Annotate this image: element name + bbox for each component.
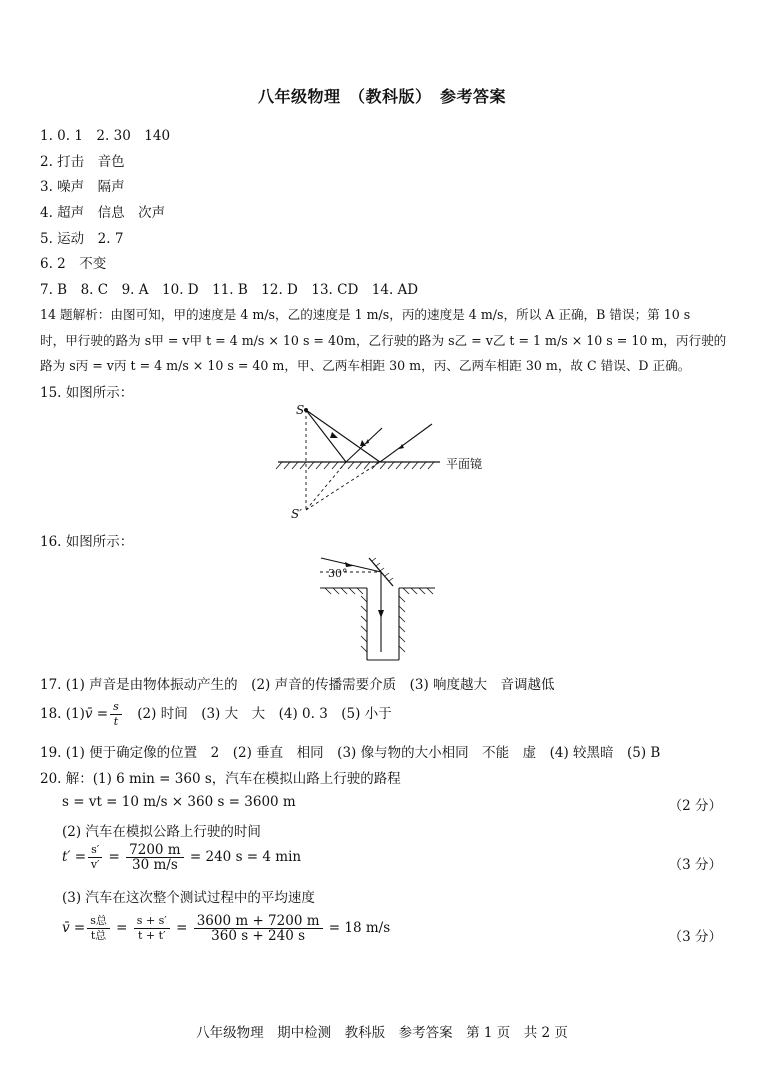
q20-eq2: t′ = $\frac{s'}{v'}$ = $\frac{7200 m}{30 m/s}$ = 240 s = 4 min <box>62 842 302 873</box>
eq2-rhs: = 240 s = 4 min <box>189 849 302 865</box>
answer-line-6: 6. 2 不变 <box>40 256 107 272</box>
answer-line-1: 1. 0. 1 2. 30 140 <box>40 128 171 144</box>
answer-line-4: 4. 超声 信息 次声 <box>40 205 166 221</box>
eq3-f3-den: 360 s + 240 s <box>211 928 306 944</box>
q20-part3: (3) 汽车在这次整个测试过程中的平均速度 <box>62 890 315 906</box>
q18-lhs: v̄ = <box>84 706 109 722</box>
q15-mirror-label: 平面镜 <box>446 457 483 471</box>
eq3-frac3 <box>194 914 323 943</box>
q20-eq1: s = vt = 10 m/s × 360 s = 3600 m <box>62 794 296 810</box>
answer-line-7: 7. B 8. C 9. A 10. D 11. B 12. D 13. CD 14. AD <box>40 282 419 298</box>
answer-line-3: 3. 噪声 隔声 <box>40 179 125 195</box>
eq3-f1-num: s总 <box>87 914 110 929</box>
q17-answer: 17. (1) 声音是由物体振动产生的 (2) 声音的传播需要介质 (3) 响度越大 音调越低 <box>40 677 555 693</box>
eq3-f2-num: s + s′ <box>134 914 170 929</box>
page-footer: 八年级物理 期中检测 教科版 参考答案 第 1 页 共 2 页 <box>196 1025 568 1041</box>
eq2-frac2 <box>126 843 183 872</box>
answer-line-5: 5. 运动 2. 7 <box>40 231 124 247</box>
eq3-frac1 <box>87 914 110 943</box>
eq3-f2-den: t + t′ <box>138 929 166 942</box>
eq2-f1-den: v′ <box>90 858 100 871</box>
q16-label: 16. 如图所示： <box>40 534 134 550</box>
q18-den: t <box>113 715 119 728</box>
q18-fraction <box>110 700 122 729</box>
q20-eq3: v̄ = $\frac{\text{s总}}{\text{t总}}$ = $\frac{s + s'}{t + t'}$ = $\frac{3600 m + 7200 m}{360 s + 240 s}$ = 18 m/s <box>62 913 391 944</box>
eq3-lhs: v̄ = <box>62 920 86 936</box>
q18-answer <box>40 700 392 729</box>
answer-line-2: 2. 打击 音色 <box>40 154 125 170</box>
page-title: 八年级物理 （教科版） 参考答案 <box>257 87 506 106</box>
eq3-f1-den: t总 <box>90 929 107 942</box>
q19-answer: 19. (1) 便于确定像的位置 2 (2) 垂直 相同 (3) 像与物的大小相同 不能 虚 (4) 较黑暗 (5) B <box>40 745 661 761</box>
q15-s-prime-label: S′ <box>291 507 302 521</box>
q14-line-2: 时，甲行驶的路为 s甲 = v甲 t = 4 m/s × 10 s = 40m，乙行驶的路为 s乙 = v乙 t = 1 m/s × 10 s = 10 m，丙行驶的 <box>40 333 727 348</box>
q14-line-3: 路为 s丙 = v丙 t = 4 m/s × 10 s = 40 m，甲、乙两车相距 30 m，丙、乙两车相距 30 m，故 C 错误、D 正确。 <box>40 358 691 373</box>
eq2-f1-num: s′ <box>88 843 102 858</box>
eq3-f3-num: 3600 m + 7200 m <box>194 914 323 929</box>
eq2-f2-num: 7200 m <box>126 843 183 858</box>
q15-s-label: S <box>296 403 305 417</box>
eq3-frac2 <box>134 914 170 943</box>
q20-head: 20. 解：(1) 6 min = 360 s，汽车在模拟山路上行驶的路程 <box>40 771 401 787</box>
q20-score1: （2 分） <box>668 798 722 814</box>
q18-prefix: 18. (1) <box>40 706 85 722</box>
eq2-f2-den: 30 m/s <box>132 857 178 873</box>
eq3-rhs: = 18 m/s <box>328 920 391 936</box>
eq2-lhs: t′ = <box>62 849 87 865</box>
q18-rest: (2) 时间 (3) 大 大 (4) 0. 3 (5) 小于 <box>123 706 392 722</box>
q14-line-1: 14 题解析：由图可知，甲的速度是 4 m/s，乙的速度是 1 m/s，丙的速度是 4 m/s，所以 A 正确，B 错误；第 10 s <box>40 307 691 322</box>
q15-label: 15. 如图所示： <box>40 385 134 401</box>
q16-angle-label: 30° <box>328 567 348 580</box>
q20-score3: （3 分） <box>668 929 722 945</box>
q20-part2: (2) 汽车在模拟公路上行驶的时间 <box>62 824 261 840</box>
q20-score2: （3 分） <box>668 857 722 873</box>
q18-num: s <box>110 700 122 715</box>
eq2-frac1 <box>88 843 102 872</box>
